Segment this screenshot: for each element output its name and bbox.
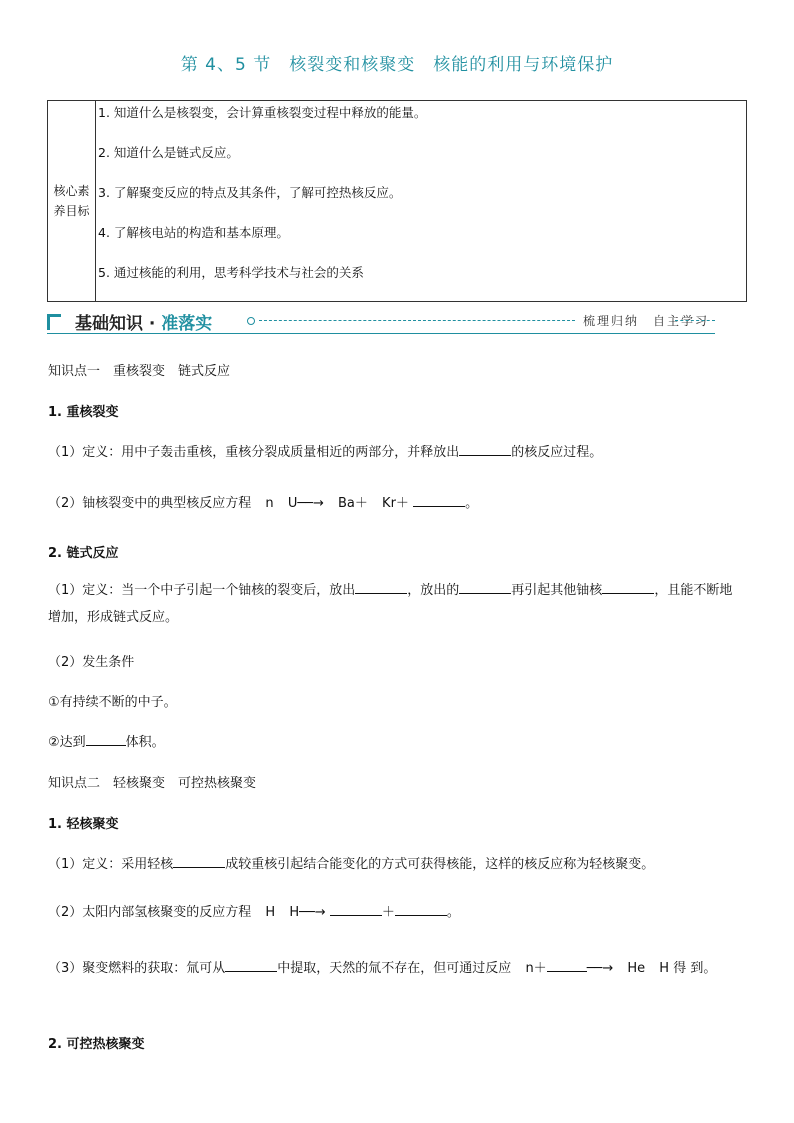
fission-definition: （1）定义：用中子轰击重核，重核分裂成质量相近的两部分，并释放出 的核反应过程。 [48,445,603,460]
kp1-heading: 知识点一 重核裂变 链式反应 [48,364,231,379]
objectives-label: 核心素 养目标 [48,101,96,301]
kp2-sub2: 2. 可控热核聚变 [48,1037,145,1052]
condition-2: ②达到 体积。 [48,735,165,750]
kp1-sub2: 2. 链式反应 [48,546,119,561]
chain-condition: （2）发生条件 [48,655,135,670]
answer-blank[interactable] [547,959,587,972]
objective-item: 1. 知道什么是核裂变，会计算重核裂变过程中释放的能量。 [98,105,427,120]
page-title: 第 4、5 节 核裂变和核聚变 核能的利用与环境保护 [180,55,614,75]
answer-blank[interactable] [225,959,277,972]
chain-definition: （1）定义：当一个中子引起一个铀核的裂变后，放出 ，放出的 再引起其他铀核 ，且能不断地增加，形成链式反应。 [48,583,733,625]
objective-item: 4. 了解核电站的构造和基本原理。 [98,225,289,240]
section-subtitle: 梳理归纳 自主学习 [583,314,710,328]
answer-blank[interactable] [459,443,511,456]
answer-blank[interactable] [459,581,511,594]
fission-equation: （2）铀核裂变中的典型核反应方程 n U──→ Ba＋ Kr＋ 。 [48,496,479,511]
answer-blank[interactable] [413,494,465,507]
fuel-acquisition: （3）聚变燃料的获取：氚可从 中提取，天然的氚不存在，但可通过反应 n＋ ──→ He H 得 到。 [48,961,717,976]
section-header [47,308,715,334]
fusion-definition: （1）定义：采用轻核 成较重核引起结合能变化的方式可获得核能，这样的核反应称为轻核聚变。 [48,857,655,872]
kp2-heading: 知识点二 轻核聚变 可控热核聚变 [48,776,257,791]
bracket-icon [47,314,61,330]
answer-blank[interactable] [355,581,407,594]
kp2-sub1: 1. 轻核聚变 [48,817,119,832]
answer-blank[interactable] [86,733,126,746]
answer-blank[interactable] [173,855,225,868]
objective-item: 5. 通过核能的利用，思考科学技术与社会的关系 [98,265,364,280]
objectives-table [47,100,747,302]
condition-1: ①有持续不断的中子。 [48,695,177,710]
answer-blank[interactable] [602,581,654,594]
fusion-equation: （2）太阳内部氢核聚变的反应方程 H H──→ ＋ 。 [48,905,460,920]
dashed-divider [675,320,715,321]
objective-item: 2. 知道什么是链式反应。 [98,145,239,160]
dashed-divider [259,320,575,321]
objective-item: 3. 了解聚变反应的特点及其条件，了解可控热核反应。 [98,185,402,200]
section-title: 基础知识 · 准落实 [75,314,213,334]
kp1-sub1: 1. 重核裂变 [48,405,119,420]
answer-blank[interactable] [330,903,382,916]
section-underline [47,333,715,334]
answer-blank[interactable] [395,903,447,916]
dot-icon [247,317,255,325]
